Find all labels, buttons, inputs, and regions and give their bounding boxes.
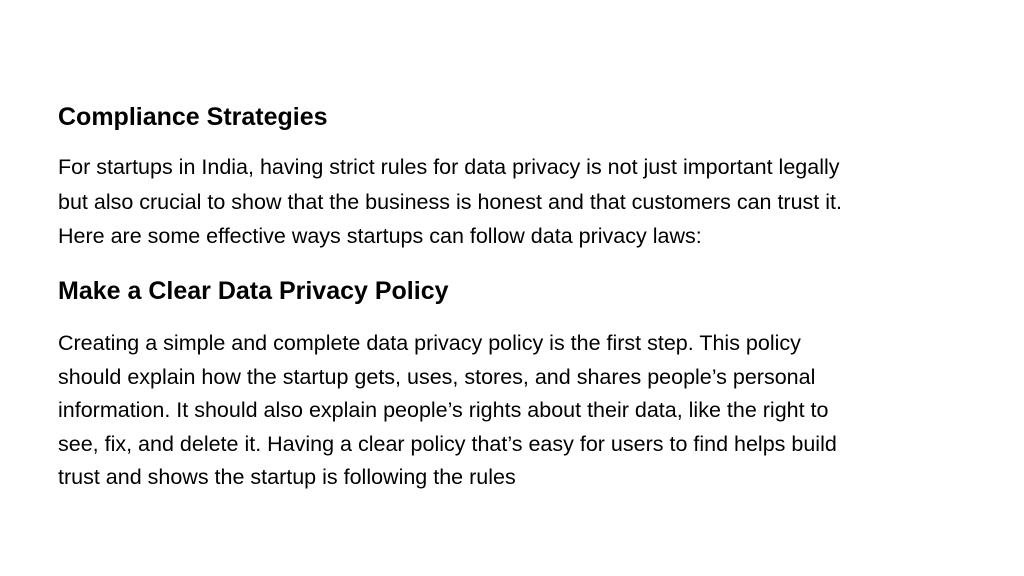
section-heading-compliance-strategies: Compliance Strategies bbox=[58, 103, 328, 131]
paragraph-line: information. It should also explain people’s rights about their data, like the right to bbox=[58, 398, 829, 422]
paragraph-line: should explain how the startup gets, uses, stores, and shares people’s personal bbox=[58, 364, 816, 389]
paragraph-line: Here are some effective ways startups can follow data privacy laws: bbox=[58, 224, 702, 248]
paragraph-line: trust and shows the startup is following the rules bbox=[58, 465, 516, 489]
privacy-policy-paragraph bbox=[58, 327, 837, 495]
section-heading-privacy-policy: Make a Clear Data Privacy Policy bbox=[58, 277, 449, 305]
intro-paragraph bbox=[58, 150, 842, 254]
paragraph-line: see, fix, and delete it. Having a clear policy that’s easy for users to find helps build bbox=[58, 431, 837, 456]
paragraph-line: For startups in India, having strict rules for data privacy is not just important legally bbox=[58, 155, 840, 179]
paragraph-line: Creating a simple and complete data privacy policy is the first step. This policy bbox=[58, 331, 801, 355]
paragraph-line: but also crucial to show that the business is honest and that customers can trust it. bbox=[58, 189, 842, 214]
